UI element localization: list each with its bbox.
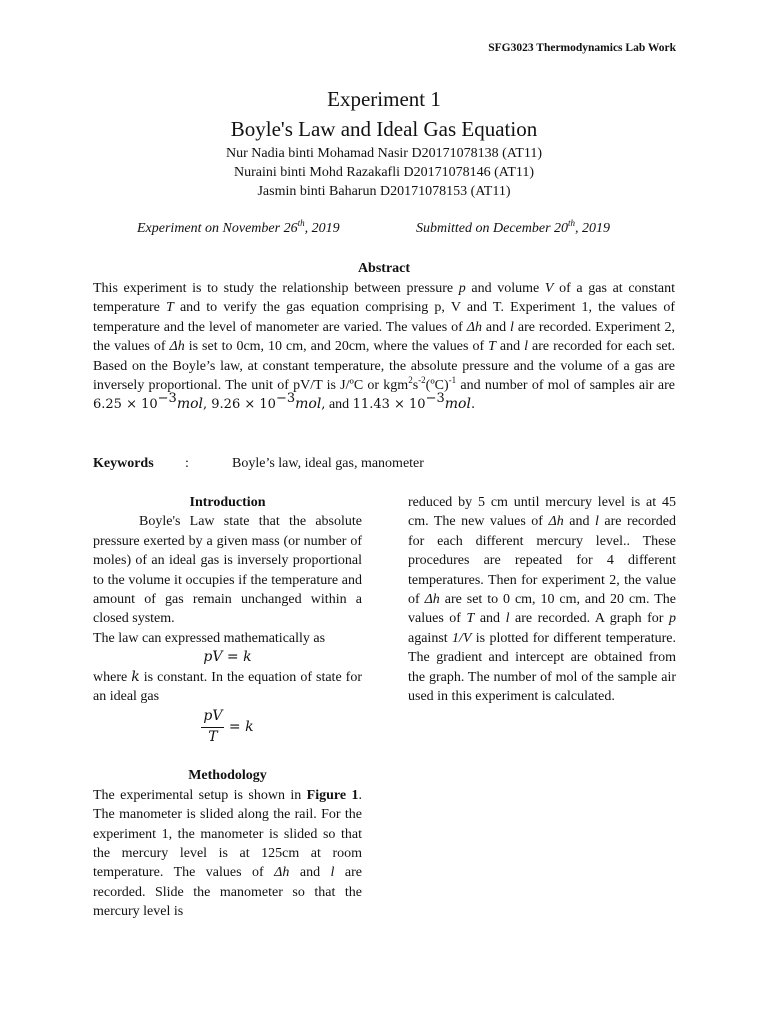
author-2: Nuraini binti Mohd Razakafli D20171078146 (AT11) <box>233 165 535 180</box>
keywords-label: Keywords <box>93 456 154 471</box>
abstract-heading: Abstract <box>357 261 411 276</box>
right-column <box>408 493 676 706</box>
introduction-para-3: where k is constant. In the equation of state for an ideal gas <box>93 668 363 705</box>
left-column <box>93 493 362 922</box>
keywords-colon: : <box>185 456 189 471</box>
introduction-para-2: The law can expressed mathematically as <box>93 630 326 646</box>
author-3: Jasmin binti Baharun D20171078153 (AT11) <box>257 184 511 199</box>
experiment-date: Experiment on November 26th, 2019 <box>137 218 340 236</box>
abstract-body: This experiment is to study the relationship between pressure p and volume V of a gas at constant temperature T and to verify the gas equation comprising p, V and T. Experiment 1, the values of temperature and the level of manometer are varied. The values of Δh and l are recorded. Experiment 2, the values of Δh is set to 0cm, 10 cm, and 20cm, where the values of T and l are recorded for each set. Based on the Boyle’s law, at constant temperature, the absolute pressure and the volume of a gas are inversely proportional. The unit of pV/T is J/ºC or $kgm^2s^{-2}(ºC)^{-1}$ and number of mol of samples air are $6.25 \times 10^{-3}mol$, $9.26 \times 10^{-3}mol$, and $11.43 \times 10^{-3}mol$. <box>93 281 676 413</box>
introduction-para-1: Boyle's Law state that the absolute pressure exerted by a given mass (or number of moles) of an ideal gas is inversely proportional to the volume it occupies if the temperature and amount of gas remain unchanged within a closed system. <box>93 514 362 627</box>
paper-title-line1: Experiment 1 <box>327 87 441 111</box>
paper-title-line2: Boyle's Law and Ideal Gas Equation <box>230 117 538 141</box>
submitted-date: Submitted on December 20th, 2019 <box>416 218 611 236</box>
author-1: Nur Nadia binti Mohamad Nasir D20171078138 (AT11) <box>226 146 542 161</box>
introduction-heading: Introduction <box>189 495 266 510</box>
methodology-heading: Methodology <box>188 768 267 784</box>
methodology-continued: reduced by 5 cm until mercury level is at 45 cm. The new values of Δh and l are recorded for each different mercury level.. These procedures are repeated for 4 different temperatures. Then for experiment 2, the value of Δh are set to 0 cm, 10 cm, and 20 cm. The values of T and l are recorded. A graph for p against 1/V is plotted for different temperature. The gradient and intercept are obtained from the graph. The number of mol of the sample air used in this experiment is calculated. <box>408 495 676 705</box>
running-header: SFG3023 Thermodynamics Lab Work <box>488 42 676 54</box>
equation-ideal-gas: $\frac{pV}{T}$ = k <box>203 708 254 745</box>
keywords-value: Boyle’s law, ideal gas, manometer <box>232 456 424 471</box>
methodology-para: The experimental setup is shown in Figure 1. The manometer is slided along the rail. For the experiment 1, the manometer is slided so that the mercury level is at 125cm at room temperature. The values of Δh and l are recorded. Slide the manometer so that the mercury level is <box>93 787 362 920</box>
equation-boyle: pV = k <box>203 649 252 666</box>
